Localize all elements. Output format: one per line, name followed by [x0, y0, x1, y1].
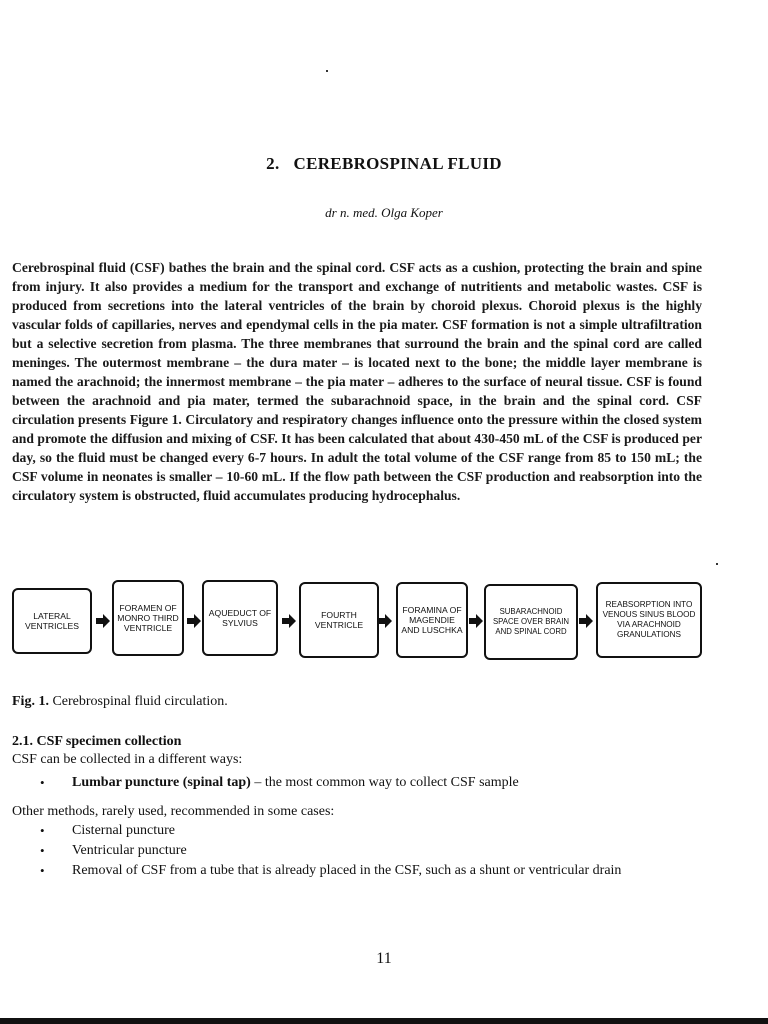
chapter-title — [0, 154, 768, 174]
list-item-text: Removal of CSF from a tube that is already placed in the CSF, such as a shunt or ventricular drain — [72, 863, 622, 878]
bullet-icon: • — [40, 823, 45, 838]
intro-text-part2: Circulatory and respiratory changes influence onto the pressure within the closed system and promote the diffusion and mixing of CSF. It has been calculated that about 430-450 mL of the CSF is produced per day, so the fluid must be changed every 6-7 hours. In adult the total volume of the CSF range from 85 to 150 mL; the CSF volume in neonates is smaller – 10-60 mL. If the flow path between the CSF production and reabsorption into the circulatory system is obstructed, fluid accumulates producing hydrocephalus. — [12, 412, 702, 503]
figure-caption — [12, 694, 228, 710]
page-number: 11 — [376, 950, 392, 967]
figure-label: Fig. 1. — [12, 694, 49, 709]
flow-node-fourth-ventricle: FOURTH VENTRICLE — [299, 582, 379, 658]
section-heading: 2.1. CSF specimen collection — [12, 734, 182, 749]
list-item-text: Cisternal puncture — [72, 823, 176, 838]
scan-bottom-edge — [0, 1018, 768, 1024]
list-item — [12, 820, 702, 840]
scan-speck — [716, 563, 718, 565]
flow-node-reabsorption: REABSORPTION INTO VENOUS SINUS BLOOD VIA ARACHNOID GRANULATIONS — [596, 582, 702, 658]
flow-arrow-icon — [282, 614, 296, 628]
bullet-icon: • — [40, 843, 45, 858]
intro-paragraph — [12, 258, 702, 505]
chapter-title-text: CEREBROSPINAL FLUID — [293, 154, 502, 173]
flow-arrow-icon — [469, 614, 483, 628]
list-item-text: Ventricular puncture — [72, 843, 187, 858]
bullet-icon: • — [40, 863, 45, 878]
intro-text-part1: bathes the brain and the spinal cord. CSF acts as a cushion, protecting the brain and spine from injury. It also provides a medium for the transport and exchange of nutritients and metabolic wastes. CSF is produced from secretions into the lateral ventricles of the brain by choroid plexus. Choroid plexus is the highly vascular folds of capillaries, nerves and ependymal cells in the pia mater. CSF formation is not a simple ultrafiltration but a selective secretion from plasma. The three membranes that surround the brain and the spinal cord are called meninges. The outermost membrane – the dura mater – is located next to the bone; the middle layer membrane is named the arachnoid; the innermost membrane – the pia mater – adheres to the surface of neural tissue. CSF is found between the arachnoid and pia mater, termed the subarachnoid space, in the brain and the spinal cord. CSF circulation presents — [12, 260, 702, 427]
flow-arrow-icon — [579, 614, 593, 628]
scan-speck — [326, 70, 328, 72]
author-line: dr n. med. Olga Koper — [325, 205, 443, 220]
bullet-icon: • — [40, 775, 45, 790]
figure-caption-text: Cerebrospinal fluid circulation. — [48, 694, 228, 709]
flow-node-subarachnoid-space: SUBARACHNOID SPACE OVER BRAIN AND SPINAL CORD — [484, 584, 578, 660]
flow-arrow-icon — [96, 614, 110, 628]
list-item — [12, 840, 702, 860]
other-methods-list — [12, 820, 702, 880]
csf-circulation-diagram — [12, 578, 702, 660]
lumbar-puncture-description: – the most common way to collect CSF sample — [250, 775, 519, 790]
flow-node-lateral-ventricles: LATERAL VENTRICLES — [12, 588, 92, 654]
flow-arrow-icon — [187, 614, 201, 628]
figure-reference: Figure 1. — [129, 412, 182, 427]
main-method-list — [12, 772, 702, 792]
other-methods-intro: Other methods, rarely used, recommended in some cases: — [12, 804, 335, 819]
flow-arrow-icon — [378, 614, 392, 628]
flow-node-aqueduct-of-sylvius: AQUEDUCT OF SYLVIUS — [202, 580, 278, 656]
list-item — [12, 860, 702, 880]
flow-node-foramen-of-monro: FORAMEN OF MONRO THIRD VENTRICLE — [112, 580, 184, 656]
lumbar-puncture-term: Lumbar puncture (spinal tap) — [72, 775, 251, 790]
csf-term: Cerebrospinal fluid (CSF) — [12, 260, 165, 275]
chapter-number: 2. — [266, 154, 280, 173]
collection-intro: CSF can be collected in a different ways: — [12, 752, 243, 767]
flow-node-foramina: FORAMINA OF MAGENDIE AND LUSCHKA — [396, 582, 468, 658]
list-item — [12, 772, 702, 792]
